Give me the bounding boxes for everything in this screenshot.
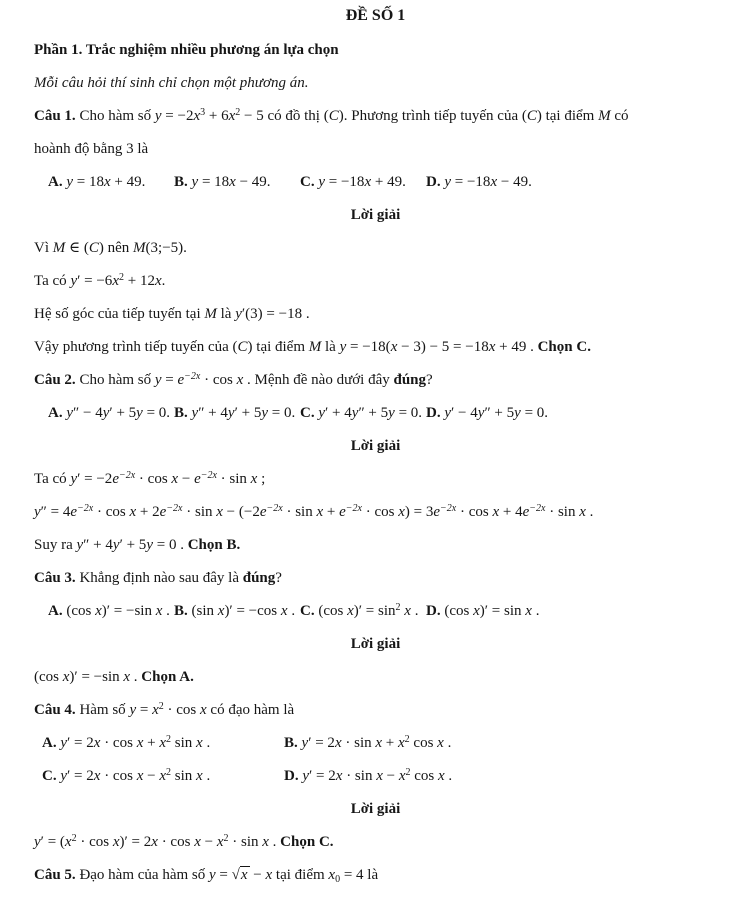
instruction: Mỗi câu hỏi thí sinh chỉ chọn một phương án. bbox=[34, 75, 309, 91]
part-heading: Phần 1. Trắc nghiệm nhiều phương án lựa chọn bbox=[34, 42, 339, 58]
q4-solution-heading: Lời giải bbox=[350, 801, 401, 817]
q3-options bbox=[34, 601, 717, 622]
q1-stem-line1: Câu 1. Cho hàm số $y = -2x^3 + 6x^2 - 5$ có đồ thị (C). Phương trình tiếp tuyến của (C) tại điểm M có bbox=[34, 107, 629, 124]
answer-option: D. $y' = 2x \cdot \sin x - x^2$ cos x . bbox=[284, 767, 453, 784]
q4-options-row2 bbox=[34, 766, 717, 787]
q1-options bbox=[34, 172, 717, 193]
answer-option: D. (cos x)′ = sin x . bbox=[426, 603, 540, 619]
q2-solution-1: Ta có $y' = -2e^{-2x} \cdot \cos x - e^{-2x} \cdot \sin x$ ; bbox=[34, 470, 266, 487]
q1-solution-1: Vì M ∈ (C) nên M(3;−5). bbox=[34, 240, 187, 256]
q2-stem: Câu 2. Cho hàm số $y = e^{-2x} \cdot \cos x$ . Mệnh đề nào dưới đây đúng? bbox=[34, 371, 433, 388]
q2-options bbox=[34, 403, 717, 424]
q2-solution-2: $y'' = 4e^{-2x} \cdot \cos x + 2e^{-2x} \cdot \sin x - (-2e^{-2x} \cdot \sin x + e^{-2x} \cdot \cos x) = 3e^{-2x} \cdot \cos x + 4e^{-2x} \cdot \sin x$ . bbox=[34, 503, 594, 520]
answer-option: C. $y' = 2x \cdot \cos x - x^2$ sin x . bbox=[42, 767, 211, 784]
answer-option: B. (sin x)′ = −cos x . bbox=[174, 603, 296, 619]
answer-option: B. y″ + 4y′ + 5y = 0. bbox=[174, 405, 296, 421]
q1-stem-line2: hoành độ bằng 3 là bbox=[34, 141, 149, 157]
answer-option: A. y = 18x + 49. bbox=[48, 174, 146, 190]
q1-solution-heading: Lời giải bbox=[350, 207, 401, 223]
exam-title: ĐỀ SỐ 1 bbox=[345, 7, 406, 24]
q2-solution-3: Suy ra y″ + 4y′ + 5y = 0 . Chọn B. bbox=[34, 537, 241, 553]
q3-stem: Câu 3. Khẳng định nào sau đây là đúng? bbox=[34, 570, 282, 586]
answer-option: B. y = 18x − 49. bbox=[174, 174, 271, 190]
answer-option: C. y = −18x + 49. bbox=[300, 174, 406, 190]
answer-option: B. $y' = 2x \cdot \sin x + x^2$ cos x . bbox=[284, 734, 452, 751]
q5-stem: Câu 5. Đạo hàm của hàm số y = √x − x tại điểm $x_0 = 4$ là bbox=[34, 867, 379, 885]
answer-option: A. $y' = 2x \cdot \cos x + x^2$ sin x . bbox=[42, 734, 211, 751]
answer-option: C. y′ + 4y″ + 5y = 0. bbox=[300, 405, 423, 421]
answer-option: C. (cos $x)' = \sin^2 x$ . bbox=[300, 602, 419, 619]
q2-solution-heading: Lời giải bbox=[350, 438, 401, 454]
answer-option: D. y′ − 4y″ + 5y = 0. bbox=[426, 405, 549, 421]
q4-solution-1: $y' = (x^2 \cdot \cos x)' = 2x \cdot \cos x - x^2 \cdot \sin x$ . Chọn C. bbox=[34, 833, 334, 850]
q1-solution-3: Hệ số góc của tiếp tuyến tại M là y′(3) = −18 . bbox=[34, 306, 310, 322]
sqrt-radical: √x bbox=[231, 867, 248, 883]
answer-option: D. y = −18x − 49. bbox=[426, 174, 532, 190]
exam-body bbox=[34, 40, 717, 886]
q1-solution-2: Ta có $y' = -6x^2 + 12x$. bbox=[34, 272, 166, 289]
q4-options-row1 bbox=[34, 733, 717, 754]
q4-stem: Câu 4. Hàm số $y = x^2 \cdot \cos x$ có đạo hàm là bbox=[34, 701, 295, 718]
q1-solution-4: Vậy phương trình tiếp tuyến của (C) tại điểm M là y = −18(x − 3) − 5 = −18x + 49 . Chọn C. bbox=[34, 339, 591, 355]
q3-solution-1: (cos x)′ = −sin x . Chọn A. bbox=[34, 669, 194, 685]
answer-option: A. y″ − 4y′ + 5y = 0. bbox=[48, 405, 171, 421]
answer-option: A. (cos x)′ = −sin x . bbox=[48, 603, 170, 619]
q3-solution-heading: Lời giải bbox=[350, 636, 401, 652]
